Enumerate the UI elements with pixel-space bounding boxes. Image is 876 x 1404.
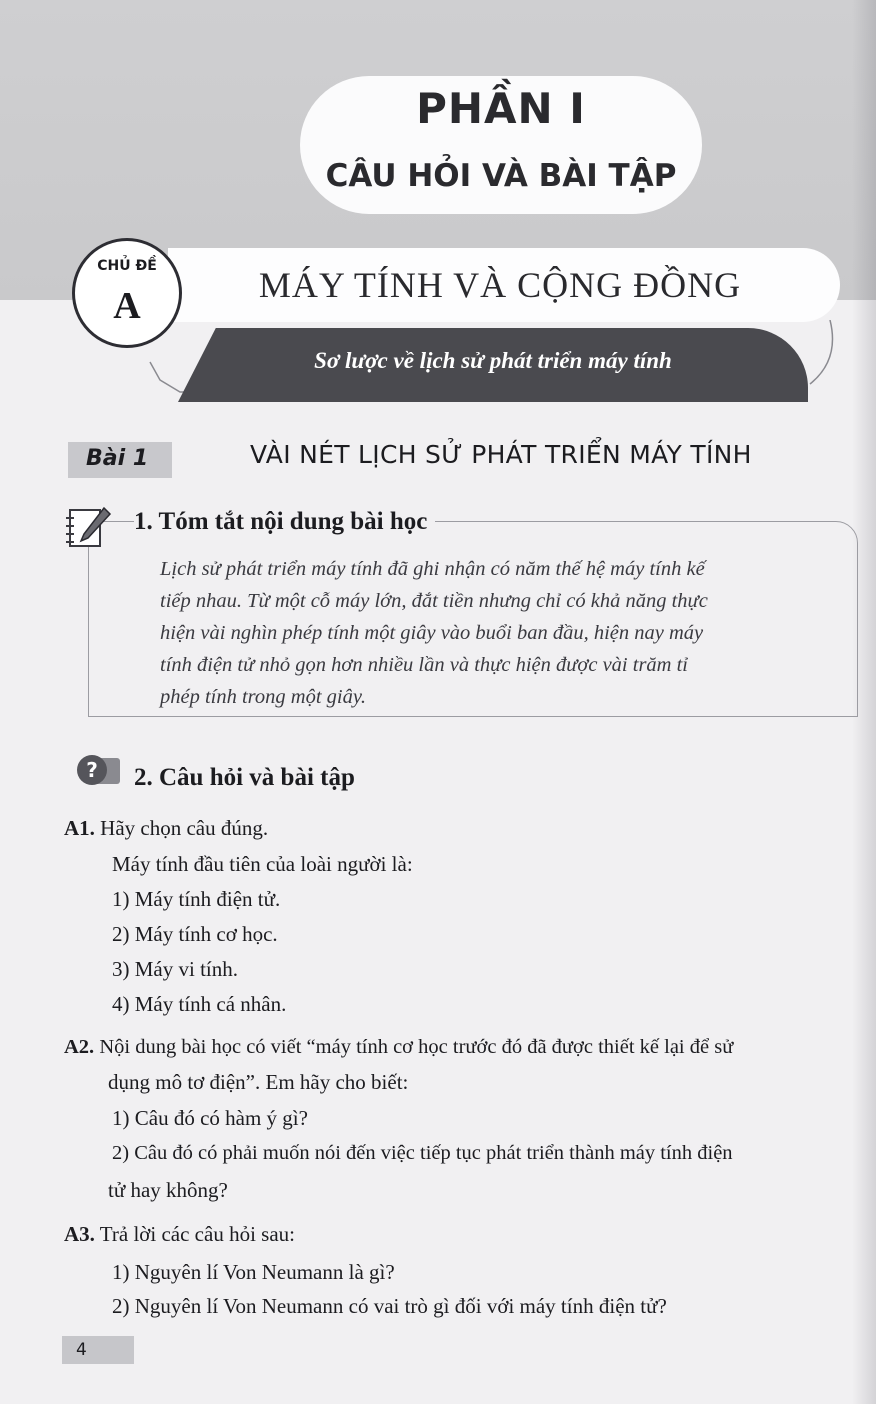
section2-title: 2. Câu hỏi và bài tập xyxy=(134,764,355,791)
page-number-tab xyxy=(62,1336,134,1364)
answer-option: 4) Máy tính cá nhân. xyxy=(112,992,287,1016)
summary-line: Lịch sử phát triển máy tính đã ghi nhận có năm thế hệ máy tính kế xyxy=(160,558,705,580)
part-subtitle: CÂU HỎI VÀ BÀI TẬP xyxy=(325,158,677,194)
question-a2 xyxy=(64,1036,733,1059)
summary-line: tính điện tử nhỏ gọn hơn nhiều lần và thực hiện được vài trăm tỉ xyxy=(160,654,688,676)
question-prompt: Hãy chọn câu đúng. xyxy=(94,816,269,840)
question-bubble-icon xyxy=(74,752,122,790)
question-a1 xyxy=(64,816,268,841)
question-id: A2. xyxy=(64,1036,95,1058)
section1-title: 1. Tóm tắt nội dung bài học xyxy=(134,508,435,536)
question-id: A1. xyxy=(64,816,95,840)
question-prompt: Nội dung bài học có viết “máy tính cơ học trước đó đã được thiết kế lại để sử xyxy=(94,1036,734,1058)
topic-letter: A xyxy=(113,285,141,327)
page-number: 4 xyxy=(76,1340,87,1360)
svg-text:?: ? xyxy=(86,758,98,782)
topic-title: MÁY TÍNH VÀ CỘNG ĐỒNG xyxy=(258,265,742,305)
answer-option: 3) Máy vi tính. xyxy=(112,957,238,981)
summary-line: hiện vài nghìn phép tính một giây vào buổi ban đầu, hiện nay máy xyxy=(160,622,704,644)
question-stem: Máy tính đầu tiên của loài người là: xyxy=(112,852,413,876)
question-a3 xyxy=(64,1222,295,1247)
question-prompt: Trả lời các câu hỏi sau: xyxy=(94,1222,295,1246)
question-prompt-cont: dụng mô tơ điện”. Em hãy cho biết: xyxy=(108,1070,409,1094)
part-title: PHẦN I xyxy=(416,84,586,133)
sub-question: 2) Nguyên lí Von Neumann có vai trò gì đối với máy tính điện tử? xyxy=(112,1294,667,1318)
sub-question: 2) Câu đó có phải muốn nói đến việc tiếp tục phát triển thành máy tính điện xyxy=(112,1142,733,1164)
notebook-pencil-icon xyxy=(64,504,112,552)
answer-option: 1) Máy tính điện tử. xyxy=(112,887,281,911)
answer-option: 2) Máy tính cơ học. xyxy=(112,922,278,946)
topic-subtitle: Sơ lược về lịch sử phát triển máy tính xyxy=(314,348,672,373)
summary-line: tiếp nhau. Từ một cỗ máy lớn, đắt tiền nhưng chỉ có khả năng thực xyxy=(160,590,708,612)
topic-label: CHỦ ĐỀ xyxy=(97,258,157,274)
lesson-title: VÀI NÉT LỊCH SỬ PHÁT TRIỂN MÁY TÍNH xyxy=(250,440,752,469)
sub-question: 1) Nguyên lí Von Neumann là gì? xyxy=(112,1260,395,1284)
sub-question-cont: tử hay không? xyxy=(108,1178,228,1202)
question-id: A3. xyxy=(64,1222,95,1246)
lesson-label: Bài 1 xyxy=(86,446,149,471)
summary-line: phép tính trong một giây. xyxy=(160,686,366,708)
sub-question: 1) Câu đó có hàm ý gì? xyxy=(112,1106,308,1130)
